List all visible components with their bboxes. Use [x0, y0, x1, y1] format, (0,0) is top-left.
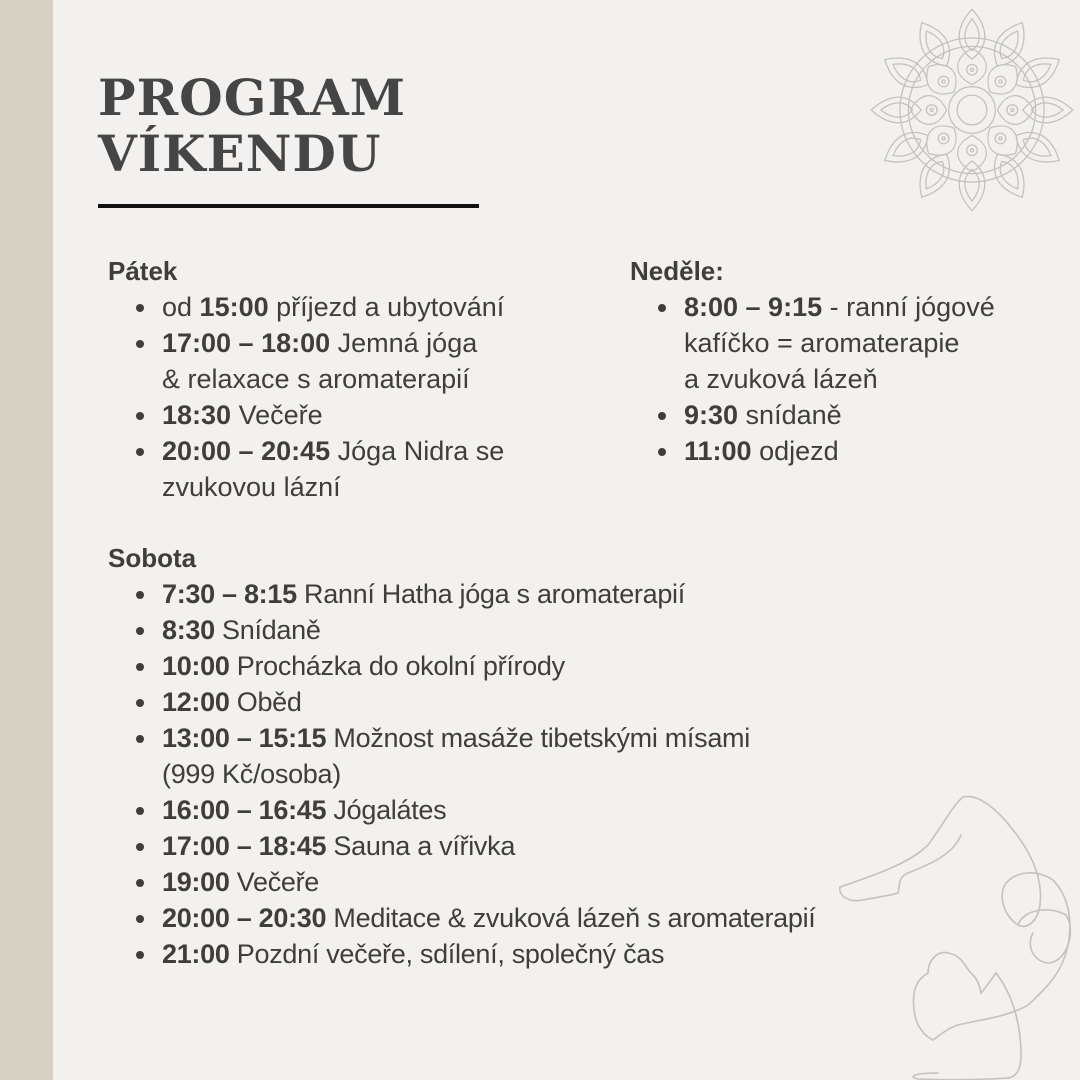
- item-text: odjezd: [751, 436, 839, 466]
- item-time: 15:00: [199, 292, 269, 322]
- schedule-item: [108, 864, 988, 900]
- item-text: Oběd: [229, 687, 302, 717]
- item-text: příjezd a ubytování: [268, 292, 505, 322]
- schedule-item: [108, 325, 608, 397]
- schedule-item: [108, 792, 988, 828]
- day-title: Sobota: [108, 543, 197, 573]
- item-time: 11:00: [684, 436, 752, 466]
- day-section-sobota: [108, 540, 988, 972]
- schedule-item: [630, 433, 1075, 469]
- mandala-icon: [866, 4, 1078, 216]
- item-text: Večeře: [231, 400, 323, 430]
- item-time: 20:00 – 20:45: [162, 436, 331, 466]
- schedule-item: [108, 828, 988, 864]
- title-line-1: PROGRAM: [98, 68, 407, 127]
- item-time: 9:30: [684, 400, 739, 430]
- title-line-2: VÍKENDU: [98, 124, 382, 183]
- item-time: 20:00 – 20:30: [162, 903, 327, 933]
- item-time: 7:30 – 8:15: [162, 579, 297, 609]
- schedule-item: [108, 936, 988, 972]
- item-text-continued: zvukovou lázní: [162, 472, 341, 502]
- schedule-list: [108, 289, 608, 505]
- schedule-list: [630, 289, 1075, 469]
- item-text: Procházka do okolní přírody: [229, 651, 565, 681]
- title-underline: [98, 204, 479, 208]
- item-text: Jóga Nidra se: [330, 436, 505, 466]
- item-text: Meditace & zvuková lázeň s aromaterapií: [326, 903, 816, 933]
- item-time: 16:00 – 16:45: [162, 795, 327, 825]
- item-time: 18:30: [162, 400, 232, 430]
- item-time: 13:00 – 15:15: [162, 723, 327, 753]
- item-text: Možnost masáže tibetskými mísami: [326, 723, 750, 753]
- item-text: snídaně: [738, 400, 842, 430]
- schedule-list: [108, 576, 988, 972]
- item-time: 12:00: [162, 687, 230, 717]
- item-text: Jógalátes: [326, 795, 447, 825]
- page-title: [98, 70, 406, 182]
- item-text: Snídaně: [214, 615, 321, 645]
- day-section-patek: [108, 253, 608, 505]
- item-prefix: od: [162, 292, 200, 322]
- schedule-item: [630, 397, 1075, 433]
- schedule-item: [108, 648, 988, 684]
- schedule-item: [108, 397, 608, 433]
- schedule-item: [108, 612, 988, 648]
- schedule-item: [108, 576, 988, 612]
- item-time: 8:00 – 9:15: [684, 292, 823, 322]
- schedule-item: [108, 720, 988, 792]
- item-time: 10:00: [162, 651, 230, 681]
- item-text: - ranní jógové: [822, 292, 995, 322]
- item-text-continued: a zvuková lázeň: [684, 364, 878, 394]
- schedule-item: [108, 684, 988, 720]
- item-text: Pozdní večeře, sdílení, společný čas: [229, 939, 665, 969]
- schedule-item: [630, 289, 1075, 397]
- item-text: Večeře: [229, 867, 320, 897]
- item-text: Jemná jóga: [330, 328, 478, 358]
- item-time: 17:00 – 18:45: [162, 831, 327, 861]
- day-title: Neděle:: [630, 256, 724, 286]
- schedule-item: [108, 433, 608, 505]
- item-text-continued: & relaxace s aromaterapií: [162, 364, 470, 394]
- item-text-continued: kafíčko = aromaterapie: [684, 328, 960, 358]
- day-section-nedele: [630, 253, 1075, 469]
- side-accent-bar: [0, 0, 53, 1080]
- item-time: 19:00: [162, 867, 230, 897]
- item-price: (999 Kč/osoba): [162, 759, 341, 789]
- schedule-item: [108, 900, 988, 936]
- item-text: Sauna a vířivka: [326, 831, 516, 861]
- item-time: 17:00 – 18:00: [162, 328, 331, 358]
- item-time: 8:30: [162, 615, 215, 645]
- schedule-item: [108, 289, 608, 325]
- day-title: Pátek: [108, 256, 178, 286]
- item-text: Ranní Hatha jóga s aromaterapií: [296, 579, 685, 609]
- item-time: 21:00: [162, 939, 230, 969]
